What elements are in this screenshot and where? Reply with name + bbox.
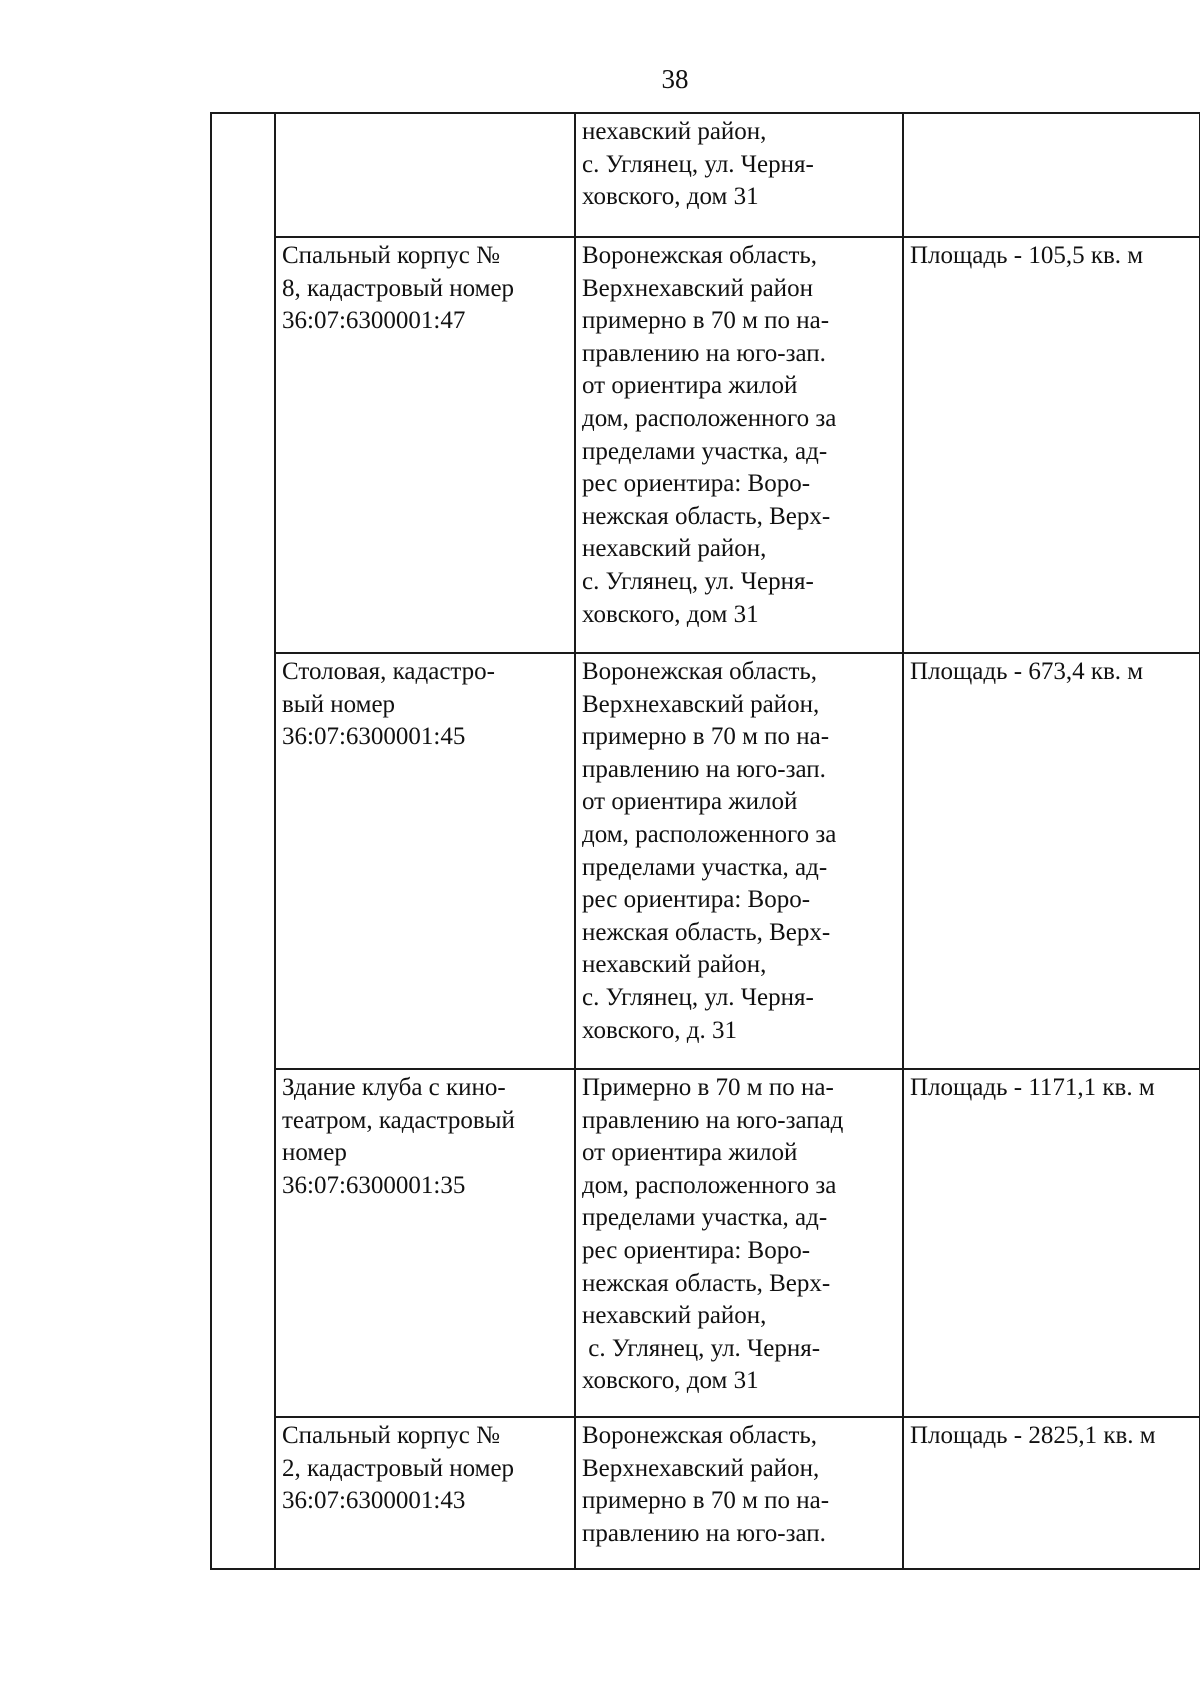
number-cell: [211, 653, 275, 1069]
cell-text-line: примерно в 70 м по на-: [582, 1487, 830, 1515]
cell-text-line: 36:07:6300001:47: [282, 307, 466, 335]
cell-text-line: рес ориентира: Воро-: [582, 1236, 811, 1264]
cell-text-line: нехавский район,: [582, 1302, 767, 1330]
address-cell: [575, 237, 903, 653]
number-cell: [211, 1069, 275, 1417]
object-name-cell: [275, 113, 575, 237]
object-name-cell: [275, 1069, 575, 1417]
characteristic-cell: Площадь - 1171,1 кв. м: [903, 1069, 1200, 1417]
cell-text-line: нехавский район,: [582, 535, 767, 563]
cell-text-line: пределами участка, ад-: [582, 437, 828, 465]
cell-text-line: правлению на юго-зап.: [582, 755, 826, 783]
cell-text-line: 2, кадастровый номер: [282, 1454, 515, 1482]
cell-text-line: с. Углянец, ул. Черня-: [582, 567, 814, 595]
number-cell: [211, 113, 275, 237]
cell-text-line: нежская область, Верх-: [582, 918, 831, 946]
cell-text-line: нежская область, Верх-: [582, 1269, 831, 1297]
object-name-cell: [275, 237, 575, 653]
table-row: [211, 113, 1200, 237]
cell-text-line: 36:07:6300001:45: [282, 723, 466, 751]
property-table: [210, 112, 1200, 1570]
cell-text-line: пределами участка, ад-: [582, 1204, 828, 1232]
cell-text-line: дом, расположенного за: [582, 1171, 837, 1199]
object-name-cell: [275, 653, 575, 1069]
cell-text-line: примерно в 70 м по на-: [582, 307, 830, 335]
cell-text-line: с. Углянец, ул. Черня-: [582, 983, 814, 1011]
cell-text-line: театром, кадастровый: [282, 1106, 515, 1134]
cell-text-line: Здание клуба с кино-: [282, 1074, 506, 1101]
address-cell: [575, 113, 903, 237]
cell-text-line: ховского, дом 31: [582, 600, 759, 628]
cell-text-line: 36:07:6300001:35: [282, 1171, 466, 1199]
cell-text-line: от ориентира жилой: [582, 372, 798, 400]
cell-text-line: примерно в 70 м по на-: [582, 723, 830, 751]
characteristic-cell: Площадь - 2825,1 кв. м: [903, 1417, 1200, 1569]
cell-text-line: нехавский район,: [582, 118, 767, 145]
object-name-cell: [275, 1417, 575, 1569]
cell-text-line: правлению на юго-зап.: [582, 339, 826, 367]
cell-text-line: рес ориентира: Воро-: [582, 470, 811, 498]
cell-text-line: нехавский район,: [582, 951, 767, 979]
characteristic-cell: [903, 113, 1200, 237]
cell-text-line: пределами участка, ад-: [582, 853, 828, 881]
cell-text-line: Спальный корпус №: [282, 242, 501, 269]
cell-text-line: Примерно в 70 м по на-: [582, 1074, 834, 1101]
table-row: [211, 653, 1200, 1069]
table-row: [211, 237, 1200, 653]
cell-text-line: Воронежская область,: [582, 242, 818, 269]
address-cell: [575, 1417, 903, 1569]
cell-text-line: с. Углянец, ул. Черня-: [582, 1334, 821, 1362]
address-cell: [575, 653, 903, 1069]
cell-text-line: Верхнехавский район: [582, 274, 813, 302]
cell-text-line: 36:07:6300001:43: [282, 1487, 466, 1515]
cell-text-line: рес ориентира: Воро-: [582, 886, 811, 914]
cell-text-line: от ориентира жилой: [582, 1139, 798, 1167]
characteristic-cell: Площадь - 673,4 кв. м: [903, 653, 1200, 1069]
cell-text-line: Верхнехавский район,: [582, 1454, 820, 1482]
address-cell: [575, 1069, 903, 1417]
cell-text-line: ховского, дом 31: [582, 183, 759, 211]
number-cell: [211, 1417, 275, 1569]
table-row: [211, 1069, 1200, 1417]
cell-text-line: дом, расположенного за: [582, 820, 837, 848]
cell-text-line: Столовая, кадастро-: [282, 658, 495, 685]
cell-text-line: с. Углянец, ул. Черня-: [582, 150, 814, 178]
cell-text-line: ховского, д. 31: [582, 1016, 738, 1044]
number-cell: [211, 237, 275, 653]
cell-text-line: правлению на юго-зап.: [582, 1519, 826, 1547]
cell-text-line: номер: [282, 1139, 347, 1167]
cell-text-line: дом, расположенного за: [582, 404, 837, 432]
cell-text-line: правлению на юго-запад: [582, 1106, 844, 1134]
cell-text-line: Спальный корпус №: [282, 1422, 501, 1449]
cell-text-line: от ориентира жилой: [582, 788, 798, 816]
cell-text-line: Воронежская область,: [582, 1422, 818, 1449]
cell-text-line: Верхнехавский район,: [582, 690, 820, 718]
cell-text-line: 8, кадастровый номер: [282, 274, 515, 302]
cell-text-line: Воронежская область,: [582, 658, 818, 685]
characteristic-cell: Площадь - 105,5 кв. м: [903, 237, 1200, 653]
page-number: 38: [661, 64, 689, 94]
cell-text-line: нежская область, Верх-: [582, 502, 831, 530]
cell-text-line: вый номер: [282, 690, 396, 718]
table-row: [211, 1417, 1200, 1569]
cell-text-line: ховского, дом 31: [582, 1367, 759, 1395]
